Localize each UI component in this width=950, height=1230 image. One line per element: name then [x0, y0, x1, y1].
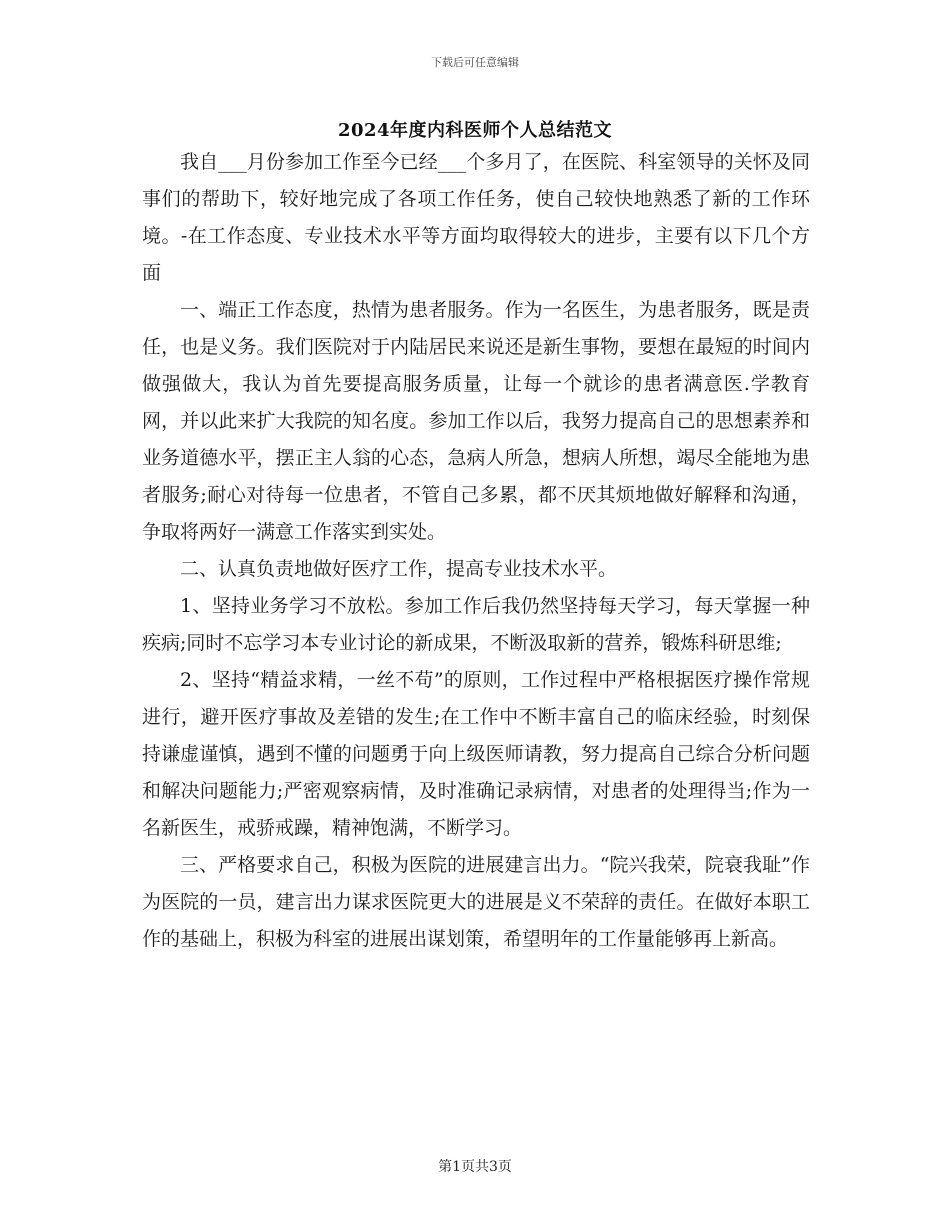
paragraph-item-2: 2、坚持“精益求精，一丝不苟”的原则，工作过程中严格根据医疗操作常规进行，避开医疗事故及差错的发生;在工作中不断丰富自己的临床经验，时刻保持谦虚谨慎，遇到不懂的问题勇于向上级医师请教，努力提高自己综合分析问题和解决问题能力;严密观察病情，及时准确记录病情，对患者的处理得当;作为一名新医生，戒骄戒躁，精神饱满，不断学习。 [142, 669, 810, 839]
document-body [142, 144, 810, 958]
paragraph-section-2-heading: 二、认真负责地做好医疗工作，提高专业技术水平。 [180, 558, 618, 580]
paragraph-section-3: 三、严格要求自己，积极为医院的进展建言出力。“院兴我荣，院衰我耻”作为医院的一员，建言出力谋求医院更大的进展是义不荣辞的责任。在做好本职工作的基础上，积极为科室的进展出谋划策，希望明年的工作量能够再上新高。 [142, 854, 810, 950]
paragraph-intro: 我自___月份参加工作至今已经___个多月了，在医院、科室领导的关怀及同事们的帮助下，较好地完成了各项工作任务，使自己较快地熟悉了新的工作环境。-在工作态度、专业技术水平等方面均取得较大的进步，主要有以下几个方面 [142, 151, 810, 284]
header-note: 下载后可任意编辑 [431, 56, 519, 69]
paragraph-item-1: 1、坚持业务学习不放松。参加工作后我仍然坚持每天学习，每天掌握一种疾病;同时不忘学习本专业讨论的新成果，不断汲取新的营养，锻炼科研思维; [142, 595, 810, 654]
document-title: 2024年度内科医师个人总结范文 [337, 120, 613, 141]
page-number: 第1页共3页 [438, 1159, 512, 1175]
paragraph-section-1: 一、端正工作态度，热情为患者服务。作为一名医生，为患者服务，既是责任，也是义务。我们医院对于内陆居民来说还是新生事物，要想在最短的时间内做强做大，我认为首先要提高服务质量，让每一个就诊的患者满意医.学教育网，并以此来扩大我院的知名度。参加工作以后，我努力提高自己的思想素养和业务道德水平，摆正主人翁的心态，急病人所急，想病人所想，竭尽全能地为患者服务;耐心对待每一位患者，不管自己多累，都不厌其烦地做好解释和沟通，争取将两好一满意工作落实到实处。 [142, 299, 810, 543]
